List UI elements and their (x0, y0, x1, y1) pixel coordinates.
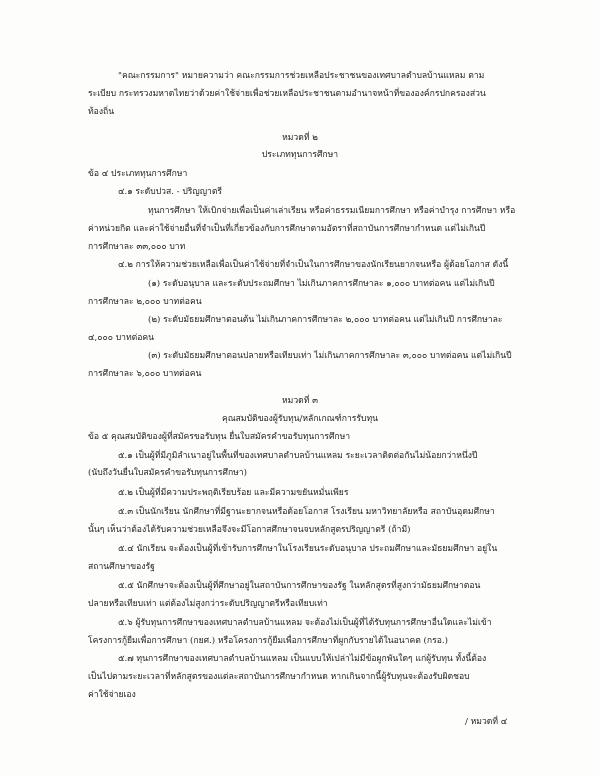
section-5-7-line-3: ค่าใช้จ่ายเอง (88, 690, 136, 700)
item-2-line-1: (๒) ระดับมัธยมศึกษาตอนต้น ไม่เกินภาคการศึกษาละ ๒,๐๐๐ บาทต่อคน แต่ไม่เกินปี การศึกษาละ (148, 315, 503, 325)
item-3-line-2: การศึกษาละ ๖,๐๐๐ บาทต่อคน (88, 369, 202, 379)
chapter-3-subtitle: คุณสมบัติของผู้รับทุน/หลักเกณฑ์การรับทุน (221, 414, 379, 424)
intro-line-1: "คณะกรรมการ" หมายความว่า คณะกรรมการช่วยเหลือประชาชนของเทศบาลตำบลบ้านแหลม ตาม (118, 71, 485, 81)
section-5-2: ๕.๒ เป็นผู้ที่มีความประพฤติเรียบร้อย และมีความขยันหมั่นเพียร (118, 488, 349, 498)
section-5-5-line-1: ๕.๕ นักศึกษาจะต้องเป็นผู้ที่ศึกษาอยู่ในสถาบันการศึกษาของรัฐ ในหลักสูตรที่สูงกว่ามัธยมศึกษาตอน (118, 581, 481, 591)
article-4-heading: ข้อ ๔ ประเภททุนการศึกษา (88, 169, 188, 179)
section-5-7-line-1: ๕.๗ ทุนการศึกษาของเทศบาลตำบลบ้านแหลม เป็นแบบให้เปล่าไม่มีข้อผูกพันใดๆ แก่ผู้รับทุน ทั้งนี้ต้อง (118, 654, 487, 664)
item-1-line-2: การศึกษาละ ๒,๐๐๐ บาทต่อคน (88, 297, 202, 307)
section-5-3-line-2: นั้นๆ เห็นว่าต้องได้รับความช่วยเหลือจึงจะมีโอกาสศึกษาจนจบหลักสูตรปริญญาตรี (ถ้ามี) (88, 525, 411, 535)
section-4-1-line-1: ทุนการศึกษา ให้เบิกจ่ายเพื่อเป็นค่าเล่าเรียน หรือค่าธรรมเนียมการศึกษา หรือค่าบำรุง การศึกษา หรือ (148, 206, 516, 216)
section-5-6-line-1: ๕.๖ ผู้รับทุนการศึกษาของเทศบาลตำบลบ้านแหลม จะต้องไม่เป็นผู้ที่ได้รับทุนการศึกษาอื่นใดและไม่เข้า (118, 618, 492, 628)
chapter-3-title: หมวดที่ ๓ (281, 396, 318, 406)
continuation-note: / หมวดที่ ๔ (465, 717, 508, 727)
section-5-7-line-2: เป็นไปตามระยะเวลาที่หลักสูตรของแต่ละสถาบันการศึกษากำหนด หากเกินจากนี้ผู้รับทุนจะต้องรับผิดชอบ (88, 672, 470, 682)
section-5-1-line-1: ๕.๑ เป็นผู้ที่มีภูมิลำเนาอยู่ในพื้นที่ของเทศบาลตำบลบ้านแหลม ระยะเวลาติดต่อกันไม่น้อยกว่าหนึ่งปี (118, 451, 478, 461)
section-5-4-line-1: ๕.๔ นักเรียน จะต้องเป็นผู้ที่เข้ารับการศึกษาในโรงเรียนระดับอนุบาล ประถมศึกษาและมัธยมศึกษา อยู่ใน (118, 544, 498, 554)
section-5-3-line-1: ๕.๓ เป็นนักเรียน นักศึกษาที่มีฐานะยากจนหรือด้อยโอกาส โรงเรียน มหาวิทยาลัยหรือ สถาบันอุดมศึกษา (118, 507, 495, 517)
chapter-2-title: หมวดที่ ๒ (282, 133, 318, 143)
section-5-4-line-2: สถานศึกษาของรัฐ (88, 562, 155, 572)
item-2-line-2: ๔,๐๐๐ บาทต่อคน (88, 333, 155, 343)
intro-line-3: ท้องถิ่น (88, 107, 115, 117)
section-4-2-heading: ๔.๒ การให้ความช่วยเหลือเพื่อเป็นค่าใช้จ่ายที่จำเป็นในการศึกษาของนักเรียนยากจนหรือ ผู้ด้อยโอกาส ดังนี้ (118, 260, 509, 270)
article-5-heading: ข้อ ๕ คุณสมบัติของผู้ที่สมัครขอรับทุน ยื่นใบสมัครคำขอรับทุนการศึกษา (88, 432, 351, 442)
item-1-line-1: (๑) ระดับอนุบาล และระดับประถมศึกษา ไม่เกินภาคการศึกษาละ ๑,๐๐๐ บาทต่อคน แต่ไม่เกินปี (148, 279, 495, 289)
section-4-1-line-3: การศึกษาละ ๓๓,๐๐๐ บาท (88, 242, 186, 252)
section-5-1-line-2: (นับถึงวันยื่นใบสมัครคำขอรับทุนการศึกษา) (88, 468, 247, 478)
intro-line-2: ระเบียบ กระทรวงมหาดไทยว่าด้วยค่าใช้จ่ายเพื่อช่วยเหลือประชาชนตามอำนาจหน้าที่ขององค์กรปกครองส่วน (88, 89, 486, 99)
section-4-1-heading: ๔.๑ ระดับปวส. - ปริญญาตรี (118, 187, 223, 197)
section-5-5-line-2: ปลายหรือเทียบเท่า แต่ต้องไม่สูงกว่าระดับปริญญาตรีหรือเทียบเท่า (88, 599, 328, 609)
section-4-1-line-2: ค่าหน่วยกิต และค่าใช้จ่ายอื่นที่จำเป็นที่เกี่ยวข้องกับการศึกษาตามอัตราที่สถาบันการศึกษากำหนด แต่ไม่เกินปี (88, 224, 486, 234)
item-3-line-1: (๓) ระดับมัธยมศึกษาตอนปลายหรือเทียบเท่า ไม่เกินภาคการศึกษาละ ๓,๐๐๐ บาทต่อคน แต่ไม่เกินปี (148, 351, 512, 361)
section-5-6-line-2: โครงการกู้ยืมเพื่อการศึกษา (กยศ.) หรือโครงการกู้ยืมเพื่อการศึกษาที่ผูกกับรายได้ในอนาคต (กรอ.) (88, 636, 448, 646)
chapter-2-subtitle: ประเภททุนการศึกษา (261, 150, 339, 160)
